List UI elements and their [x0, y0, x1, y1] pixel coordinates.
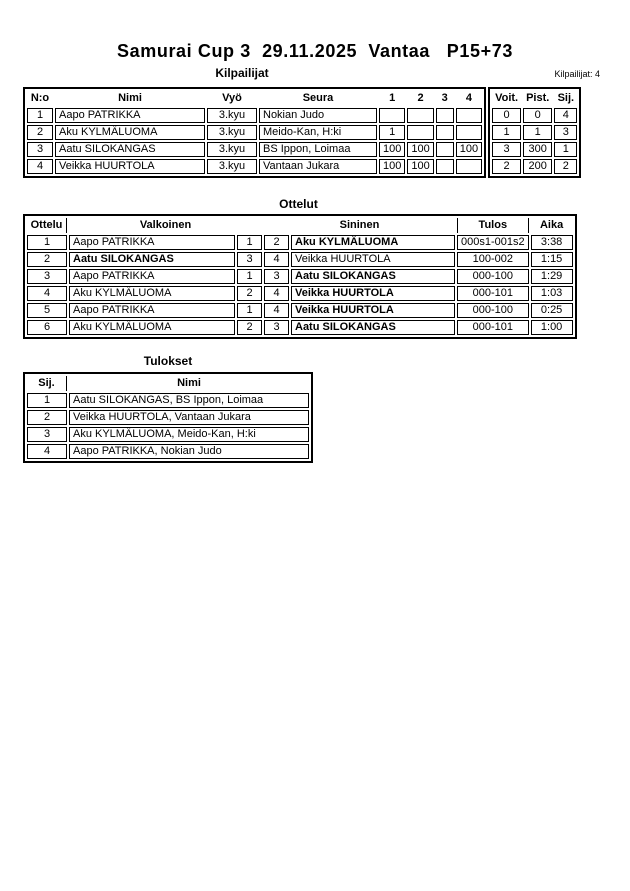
wins-cell: 3	[492, 142, 521, 157]
table-row	[27, 159, 482, 174]
match-time-cell: 0:25	[531, 303, 573, 318]
standing-name-cell: Aku KYLMÄLUOMA, Meido-Kan, H:ki	[69, 427, 309, 442]
match-number-cell: 2	[27, 252, 67, 267]
white-number-cell: 2	[237, 320, 262, 335]
white-name-cell: Aku KYLMÄLUOMA	[69, 286, 235, 301]
competitors-table	[23, 87, 486, 178]
blue-number-cell: 2	[264, 235, 289, 250]
table-row	[27, 252, 573, 267]
standings-heading: Tulokset	[143, 354, 193, 368]
competitors-header-row	[27, 91, 482, 106]
white-name-cell: Aapo PATRIKKA	[69, 235, 235, 250]
score-cell	[407, 125, 433, 140]
competitor-club-cell: Meido-Kan, H:ki	[259, 125, 377, 140]
score-cell	[456, 125, 482, 140]
table-row	[27, 444, 309, 459]
table-row	[27, 235, 573, 250]
blue-number-cell: 4	[264, 286, 289, 301]
competitor-number-cell: 4	[27, 159, 53, 174]
score-cell: 100	[379, 159, 405, 174]
table-row	[492, 159, 577, 174]
score-cell	[436, 142, 454, 157]
col-header-r4: 4	[465, 92, 472, 104]
col-header-white: Valkoinen	[139, 219, 192, 231]
col-header-points: Pist.	[526, 92, 550, 104]
standing-place-cell: 3	[27, 427, 67, 442]
white-number-cell: 1	[237, 235, 262, 250]
col-header-r1: 1	[389, 92, 396, 104]
col-header-wins: Voit.	[495, 92, 519, 104]
col-header-r2: 2	[417, 92, 424, 104]
competitor-club-cell: Nokian Judo	[259, 108, 377, 123]
competitor-name-cell: Aatu SILOKANGAS	[55, 142, 205, 157]
col-header-r3: 3	[441, 92, 448, 104]
competitor-name-cell: Aapo PATRIKKA	[55, 108, 205, 123]
place-cell: 1	[554, 142, 577, 157]
white-number-cell: 1	[237, 303, 262, 318]
matches-header-row	[27, 218, 573, 233]
place-cell: 2	[554, 159, 577, 174]
white-name-cell: Aapo PATRIKKA	[69, 303, 235, 318]
score-cell: 100	[456, 142, 482, 157]
competitor-number-cell: 2	[27, 125, 53, 140]
match-number-cell: 6	[27, 320, 67, 335]
matches-heading: Ottelut	[279, 197, 318, 211]
white-name-cell: Aapo PATRIKKA	[69, 269, 235, 284]
table-row	[27, 286, 573, 301]
col-header-match: Ottelu	[27, 218, 67, 233]
match-time-cell: 3:38	[531, 235, 573, 250]
match-result-cell: 000-101	[457, 286, 529, 301]
blue-number-cell: 4	[264, 252, 289, 267]
match-result-cell: 000s1-001s2	[457, 235, 529, 250]
col-header-result: Tulos	[457, 218, 529, 233]
match-result-cell: 000-100	[457, 269, 529, 284]
wins-cell: 2	[492, 159, 521, 174]
competitors-tables	[23, 87, 630, 178]
blue-name-cell: Veikka HUURTOLA	[291, 303, 455, 318]
points-cell: 300	[523, 142, 552, 157]
match-number-cell: 4	[27, 286, 67, 301]
score-cell	[436, 108, 454, 123]
match-time-cell: 1:15	[531, 252, 573, 267]
match-number-cell: 3	[27, 269, 67, 284]
match-number-cell: 1	[27, 235, 67, 250]
blue-name-cell: Veikka HUURTOLA	[291, 252, 455, 267]
wins-cell: 1	[492, 125, 521, 140]
col-header-name: Nimi	[177, 377, 201, 389]
white-name-cell: Aku KYLMÄLUOMA	[69, 320, 235, 335]
white-number-cell: 1	[237, 269, 262, 284]
match-time-cell: 1:03	[531, 286, 573, 301]
competitor-number-cell: 3	[27, 142, 53, 157]
score-cell: 100	[407, 142, 433, 157]
score-cell	[436, 125, 454, 140]
competitor-name-cell: Veikka HUURTOLA	[55, 159, 205, 174]
table-row	[27, 410, 309, 425]
table-row	[27, 303, 573, 318]
col-header-time: Aika	[539, 219, 564, 231]
match-result-cell: 100-002	[457, 252, 529, 267]
blue-number-cell: 3	[264, 269, 289, 284]
col-header-name: Nimi	[118, 92, 142, 104]
standing-name-cell: Veikka HUURTOLA, Vantaan Jukara	[69, 410, 309, 425]
points-cell: 1	[523, 125, 552, 140]
score-cell: 1	[379, 125, 405, 140]
blue-name-cell: Aatu SILOKANGAS	[291, 269, 455, 284]
col-header-place: Sij.	[557, 92, 575, 104]
competitor-belt-cell: 3.kyu	[207, 125, 257, 140]
score-cell	[456, 159, 482, 174]
competitors-results-table	[488, 87, 581, 178]
competitor-name-cell: Aku KYLMÄLUOMA	[55, 125, 205, 140]
blue-name-cell: Aatu SILOKANGAS	[291, 320, 455, 335]
white-name-cell: Aatu SILOKANGAS	[69, 252, 235, 267]
competitor-club-cell: Vantaan Jukara	[259, 159, 377, 174]
competitors-heading-row	[0, 65, 630, 81]
competitor-belt-cell: 3.kyu	[207, 142, 257, 157]
table-row	[492, 142, 577, 157]
table-row	[27, 269, 573, 284]
table-row	[27, 320, 573, 335]
standing-place-cell: 1	[27, 393, 67, 408]
table-row	[27, 108, 482, 123]
col-header-belt: Vyö	[222, 92, 242, 104]
match-number-cell: 5	[27, 303, 67, 318]
page-title: Samurai Cup 3 29.11.2025 Vantaa P15+73	[117, 41, 513, 61]
competitors-heading: Kilpailijat	[215, 66, 269, 80]
score-cell	[379, 108, 405, 123]
score-cell: 100	[407, 159, 433, 174]
blue-name-cell: Aku KYLMÄLUOMA	[291, 235, 455, 250]
competitors-count: Kilpailijat: 4	[554, 69, 600, 79]
score-cell	[456, 108, 482, 123]
white-number-cell: 3	[237, 252, 262, 267]
standing-name-cell: Aatu SILOKANGAS, BS Ippon, Loimaa	[69, 393, 309, 408]
match-time-cell: 1:00	[531, 320, 573, 335]
match-time-cell: 1:29	[531, 269, 573, 284]
place-cell: 3	[554, 125, 577, 140]
blue-number-cell: 4	[264, 303, 289, 318]
standing-name-cell: Aapo PATRIKKA, Nokian Judo	[69, 444, 309, 459]
table-row	[27, 142, 482, 157]
col-header-blue: Sininen	[339, 219, 380, 231]
table-row	[27, 427, 309, 442]
competitor-club-cell: BS Ippon, Loimaa	[259, 142, 377, 157]
results-header-row	[492, 91, 577, 106]
col-header-club: Seura	[302, 92, 334, 104]
competitor-belt-cell: 3.kyu	[207, 159, 257, 174]
score-cell	[436, 159, 454, 174]
standing-place-cell: 4	[27, 444, 67, 459]
table-row	[27, 125, 482, 140]
table-row	[492, 125, 577, 140]
score-cell	[407, 108, 433, 123]
standings-table	[23, 372, 313, 463]
table-row	[492, 108, 577, 123]
score-cell: 100	[379, 142, 405, 157]
competitor-belt-cell: 3.kyu	[207, 108, 257, 123]
points-cell: 200	[523, 159, 552, 174]
match-result-cell: 000-100	[457, 303, 529, 318]
col-header-no: N:o	[30, 92, 50, 104]
competitor-number-cell: 1	[27, 108, 53, 123]
standing-place-cell: 2	[27, 410, 67, 425]
blue-number-cell: 3	[264, 320, 289, 335]
match-result-cell: 000-101	[457, 320, 529, 335]
place-cell: 4	[554, 108, 577, 123]
table-row	[27, 393, 309, 408]
standings-header-row	[27, 376, 309, 391]
matches-table	[23, 214, 577, 339]
points-cell: 0	[523, 108, 552, 123]
wins-cell: 0	[492, 108, 521, 123]
col-header-place: Sij.	[27, 376, 67, 391]
white-number-cell: 2	[237, 286, 262, 301]
blue-name-cell: Veikka HUURTOLA	[291, 286, 455, 301]
